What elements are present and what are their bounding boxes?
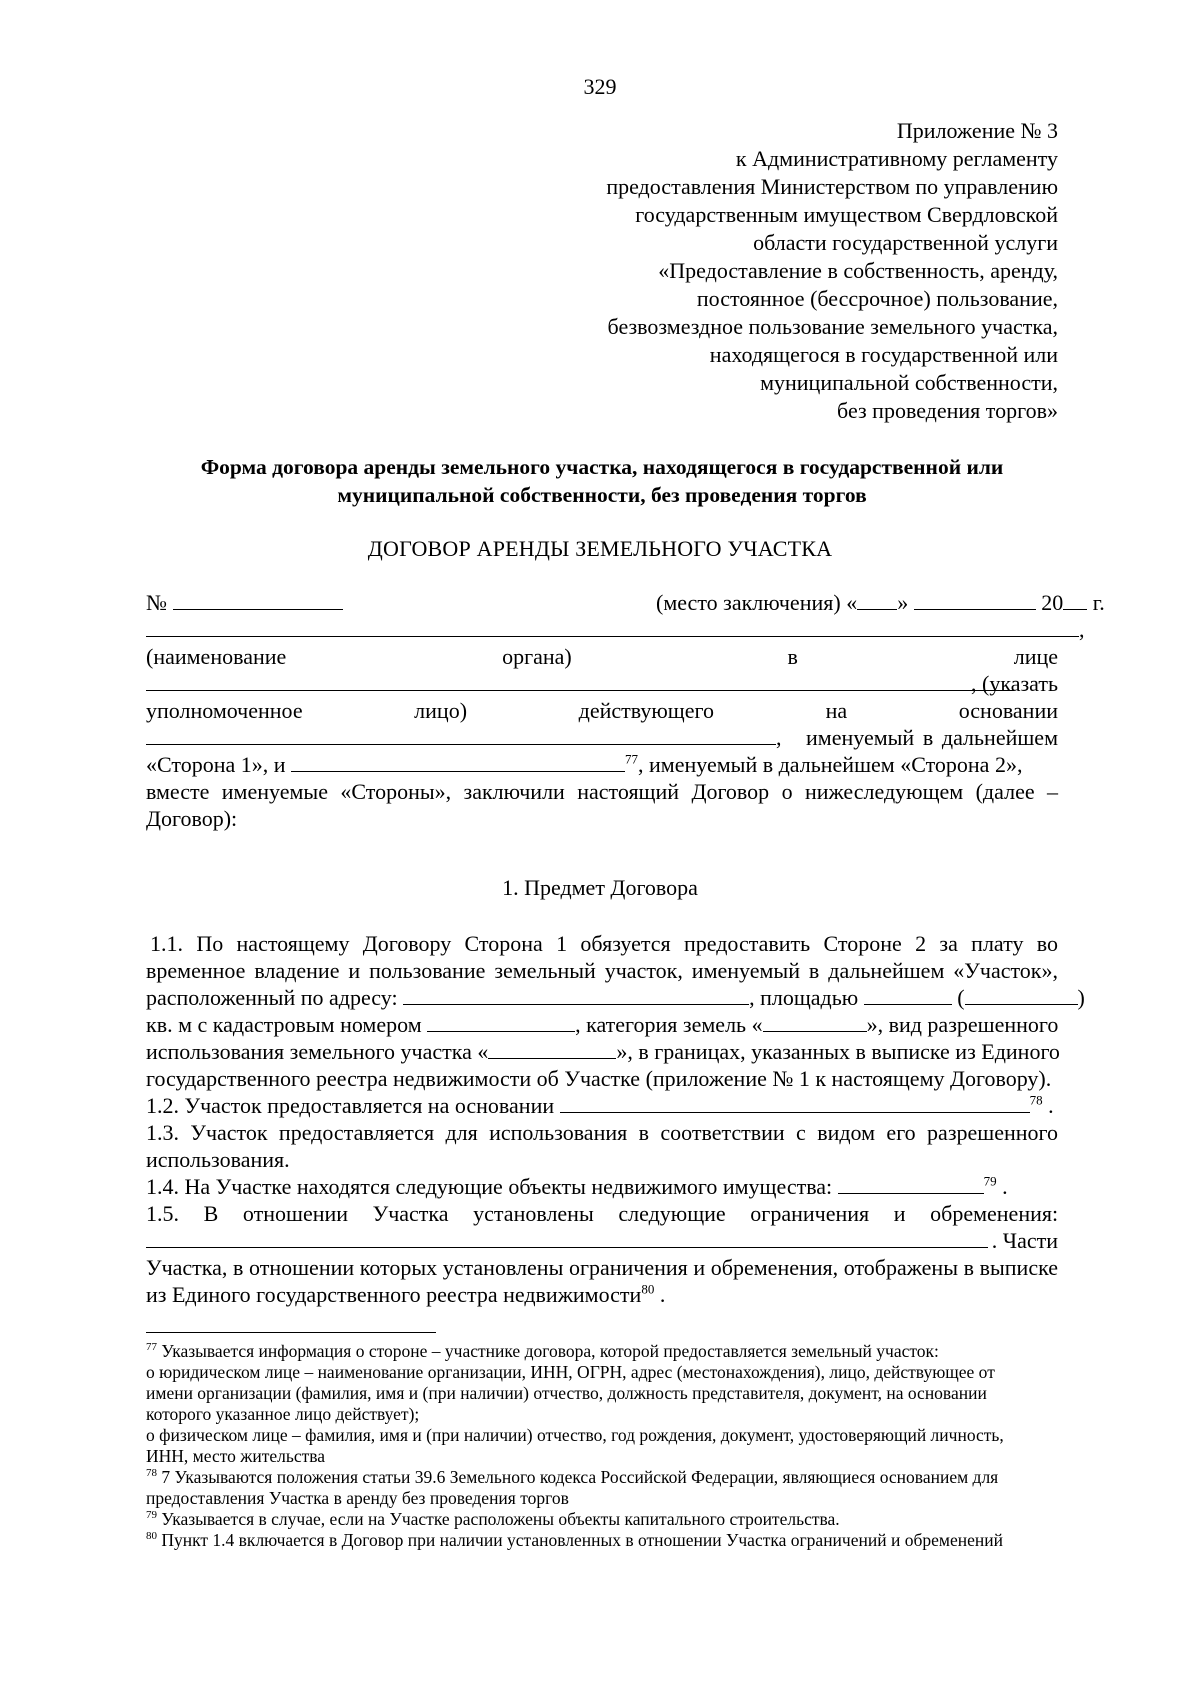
- clause-line: временное владение и пользование земельный участок, именуемый в дальнейшем «Участок»,: [146, 958, 1058, 983]
- clause-line: [146, 1038, 1058, 1065]
- appendix-line: без проведения торгов»: [837, 398, 1058, 423]
- clause-line: государственного реестра недвижимости об Участке (приложение № 1 к настоящему Договору).: [146, 1066, 1052, 1091]
- representative-line: [146, 670, 1058, 697]
- clause-line: [146, 1173, 1058, 1200]
- named-further: [806, 724, 1058, 751]
- text-fragment: из Единого государственного реестра недвижимости: [146, 1282, 642, 1307]
- text-fragment: .: [659, 1282, 666, 1307]
- footnote-number: 77: [146, 1341, 157, 1354]
- section-title: 1. Предмет Договора: [502, 875, 698, 900]
- appendix-line: к Административному регламенту: [735, 146, 1058, 171]
- clause-line: [146, 1281, 1058, 1308]
- text-fragment: 1.2. Участок предоставляется на основании: [146, 1093, 555, 1118]
- footnote-line: [146, 1509, 1061, 1530]
- footnote-line: ИНН, место жительства: [146, 1446, 326, 1466]
- header-line: [146, 589, 1105, 616]
- parties-row: Договор):: [146, 806, 238, 831]
- text-word: в: [787, 644, 798, 669]
- form-title-line: Форма договора аренды земельного участка, находящегося в государственной или: [200, 455, 1004, 479]
- text-word: отношении: [242, 1201, 349, 1226]
- day-blank[interactable]: [857, 589, 897, 610]
- parties-row: [146, 697, 1058, 724]
- text-word: на: [825, 698, 848, 723]
- text-fragment: , именуемый в дальнейшем «Сторона 2»,: [638, 752, 1023, 777]
- text-word: лицо): [414, 698, 468, 723]
- text-word: и: [893, 1201, 906, 1226]
- text-word: 1.5.: [146, 1201, 179, 1226]
- text-fragment: .: [1002, 1174, 1008, 1199]
- footnote-text: Пункт 1.4 включается в Договор при наличии установленных в отношении Участка ограничений и обременений: [161, 1530, 1003, 1550]
- text-fragment: ): [1077, 985, 1085, 1010]
- appendix-block: [606, 117, 1058, 425]
- footnote-divider: [146, 1332, 436, 1333]
- text-fragment: ,: [776, 725, 782, 750]
- text-fragment: », вид разрешенного: [866, 1012, 1059, 1037]
- footnote-line: [146, 1467, 1061, 1488]
- basis-grounds-blank[interactable]: [560, 1092, 1030, 1113]
- page-number: 329: [583, 74, 617, 99]
- representative-blank[interactable]: [146, 670, 1014, 691]
- footnote-line: [146, 1530, 1061, 1551]
- text-fragment: использования земельного участка «: [146, 1039, 489, 1064]
- appendix-line: «Предоставление в собственность, аренду,: [658, 258, 1058, 283]
- category-blank[interactable]: [763, 1011, 867, 1032]
- encumbrance-blank[interactable]: [146, 1227, 988, 1248]
- parties-row: [146, 643, 1058, 670]
- contract-header: [146, 589, 1105, 832]
- text-word: уполномоченное: [146, 698, 303, 723]
- footnote-ref[interactable]: 78: [1029, 1092, 1043, 1108]
- usage-blank[interactable]: [488, 1038, 616, 1059]
- text-fragment: , категория земель «: [575, 1012, 763, 1037]
- clause-line: [146, 1227, 1058, 1254]
- clause-line: использования.: [146, 1147, 290, 1172]
- appendix-line: предоставления Министерством по управлению: [606, 174, 1058, 199]
- parties-row: вместе именуемые «Стороны», заключили настоящий Договор о нижеследующем (далее –: [146, 779, 1058, 804]
- text-fragment: , площадью: [749, 985, 859, 1010]
- footnote-number: 79: [146, 1509, 157, 1522]
- text-fragment: , (указать: [971, 671, 1058, 696]
- text-word: дальнейшем: [941, 725, 1058, 750]
- text-word: ограничения: [750, 1201, 870, 1226]
- basis-blank[interactable]: [146, 724, 776, 745]
- appendix-line: постоянное (бессрочное) пользование,: [696, 286, 1058, 311]
- text-fragment: 1.4. На Участке находятся следующие объекты недвижимого имущества:: [146, 1174, 833, 1199]
- text-fragment: (: [957, 985, 965, 1010]
- place-label: (место заключения) «: [656, 590, 858, 615]
- footnote-ref[interactable]: 80: [641, 1281, 655, 1297]
- footnotes: [146, 1341, 1061, 1551]
- clause-line: [146, 1011, 1058, 1038]
- quote-close: »: [897, 590, 909, 615]
- clause-line: Участка, в отношении которых установлены ограничения и обременения, отображены в выписке: [146, 1255, 1058, 1280]
- contract-title: ДОГОВОР АРЕНДЫ ЗЕМЕЛЬНОГО УЧАСТКА: [367, 536, 833, 561]
- text-word: лице: [1013, 644, 1059, 669]
- organ-blank[interactable]: [146, 616, 1079, 637]
- clauses: [146, 930, 1085, 1308]
- clause-line: [146, 1200, 1058, 1227]
- text-word: (наименование: [146, 644, 287, 669]
- text-fragment: кв. м с кадастровым номером: [146, 1012, 422, 1037]
- footnote-ref[interactable]: 79: [983, 1173, 997, 1189]
- footnote-line: о физическом лице – фамилия, имя и (при наличии) отчество, год рождения, документ, удостоверяющий личность,: [146, 1425, 1004, 1445]
- text-word: органа): [502, 644, 572, 669]
- appendix-line: государственным имуществом Свердловской: [635, 202, 1058, 227]
- year-label: 20: [1041, 590, 1064, 615]
- form-title: [146, 453, 1058, 509]
- appendix-line: Приложение № 3: [896, 118, 1058, 143]
- organ-line: [146, 616, 1085, 643]
- text-word: в: [922, 725, 934, 750]
- year-blank[interactable]: [1063, 589, 1087, 610]
- footnote-text: Указывается информация о стороне – участнике договора, которой предоставляется земельный участок:: [161, 1341, 939, 1361]
- text-fragment: .: [1048, 1093, 1054, 1118]
- month-blank[interactable]: [914, 589, 1036, 610]
- party2-line: [146, 751, 1058, 778]
- text-word: следующие: [618, 1201, 726, 1226]
- clause-line: [146, 1092, 1058, 1119]
- text-word: установлены: [473, 1201, 594, 1226]
- text-fragment: . Части: [991, 1228, 1058, 1253]
- text-word: Участка: [372, 1201, 449, 1226]
- text-word: В: [203, 1201, 219, 1226]
- clause-line: 1.3. Участок предоставляется для использования в соответствии с видом его разрешенного: [146, 1120, 1058, 1145]
- footnote-text: Указывается в случае, если на Участке расположены объекты капитального строительства.: [161, 1509, 840, 1529]
- clause-line: [146, 984, 1085, 1011]
- footnote-line: имени организации (фамилия, имя и (при наличии) отчество, должность представителя, документ, на основании: [146, 1383, 987, 1403]
- objects-blank[interactable]: [838, 1173, 984, 1194]
- clause-line: 1.1. По настоящему Договору Сторона 1 обязуется предоставить Стороне 2 за плату во: [150, 931, 1058, 956]
- footnote-line: [146, 1341, 1061, 1362]
- footnote-line: предоставления Участка в аренду без проведения торгов: [146, 1488, 569, 1508]
- place-date: [656, 589, 1105, 616]
- form-title-line: муниципальной собственности, без проведения торгов: [337, 483, 867, 507]
- appendix-line: безвозмездное пользование земельного участка,: [607, 314, 1058, 339]
- appendix-line: области государственной услуги: [753, 230, 1058, 255]
- text-fragment: «Сторона 1», и: [146, 752, 286, 777]
- area-blank[interactable]: [864, 984, 952, 1005]
- party2-blank[interactable]: [291, 751, 625, 772]
- appendix-line: находящегося в государственной или: [709, 342, 1058, 367]
- area-words-blank[interactable]: [965, 984, 1078, 1005]
- footnote-text: 7 Указываются положения статьи 39.6 Земельного кодекса Российской Федерации, являющиеся основанием для: [161, 1467, 999, 1487]
- footnote-ref[interactable]: 77: [625, 751, 639, 767]
- text-word: действующего: [578, 698, 714, 723]
- footnote-number: 80: [146, 1530, 157, 1543]
- cadastral-blank[interactable]: [427, 1011, 575, 1032]
- footnote-number: 78: [146, 1467, 157, 1480]
- basis-line: [146, 724, 1058, 751]
- number-label: №: [146, 590, 167, 615]
- appendix-line: муниципальной собственности,: [760, 370, 1058, 395]
- text-word: основании: [958, 698, 1059, 723]
- address-blank[interactable]: [403, 984, 749, 1005]
- text-fragment: расположенный по адресу:: [146, 985, 398, 1010]
- year-suffix: г.: [1092, 590, 1105, 615]
- text-word: обременения:: [930, 1201, 1059, 1226]
- number-blank[interactable]: [173, 589, 343, 610]
- text-word: именуемый: [806, 725, 915, 750]
- footnote-line: которого указанное лицо действует);: [146, 1404, 420, 1424]
- footnote-line: о юридическом лице – наименование организации, ИНН, ОГРН, адрес (местонахождения), лицо, действующее от: [146, 1362, 995, 1382]
- text-fragment: », в границах, указанных в выписке из Единого: [616, 1039, 1060, 1064]
- comma: ,: [1079, 617, 1085, 642]
